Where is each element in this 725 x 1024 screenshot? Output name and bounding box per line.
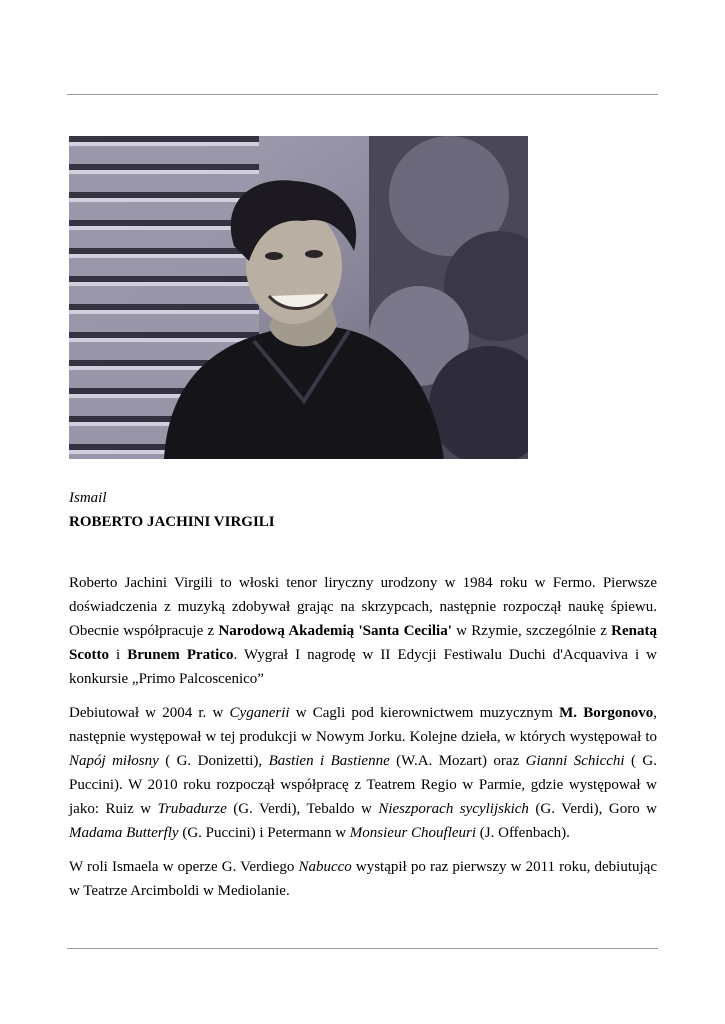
footer-rule	[67, 948, 658, 949]
bold-text: M. Borgonovo	[559, 705, 654, 721]
text: i	[109, 647, 128, 663]
italic-title: Nieszporach sycylijskich	[378, 801, 529, 817]
italic-title: Nabucco	[298, 859, 352, 875]
bio-paragraph-1	[69, 571, 657, 691]
text: Roberto Jachini Virgili to włoski tenor liryczny urodzony w 1984 roku w Fermo. Pierwsze doświadczenia z muzyką zdobywał grając na skrzypcach, następnie rozpoczął naukę śpiewu. Obecnie współpracuje z	[69, 575, 657, 639]
text: ( G. Puccini). W 2010 roku rozpoczął współpracę z Teatrem Regio w Parmie, gdzie występował w jako: Ruiz w	[69, 753, 657, 817]
text: (J. Offenbach).	[476, 825, 570, 841]
bio-paragraph-3	[69, 855, 657, 903]
text: wystąpił po raz pierwszy w 2011 roku, debiutując w Teatrze Arcimboldi w Mediolanie.	[69, 859, 657, 899]
bold-text: Brunem Pratico	[127, 647, 234, 663]
text: W roli Ismaela w operze G. Verdiego	[69, 859, 299, 875]
header-rule	[67, 94, 658, 95]
portrait-photo	[69, 136, 528, 459]
italic-title: Napój miłosny	[69, 753, 159, 769]
italic-title: Trubadurze	[157, 801, 227, 817]
text: . Wygrał I nagrodę w II Edycji Festiwalu Duchi d'Acquaviva i w konkursie „Primo Palcoscenico”	[69, 647, 658, 687]
bio-paragraph-2	[69, 701, 657, 845]
bold-text: Renatą Scotto	[69, 623, 657, 663]
italic-title: Gianni Schicchi	[525, 753, 625, 769]
text: w Rzymie, szczególnie z	[451, 623, 612, 639]
text: (G. Puccini) i Petermann w	[178, 825, 350, 841]
text: ( G. Donizetti),	[158, 753, 269, 769]
bold-text: Narodową Akademią 'Santa Cecilia'	[218, 623, 452, 639]
text: Debiutował w 2004 r. w	[69, 705, 230, 721]
italic-title: Madama Butterfly	[69, 825, 179, 841]
role-label: Ismail	[69, 490, 107, 506]
text: (G. Verdi), Tebaldo w	[226, 801, 379, 817]
italic-title: Monsieur Choufleuri	[349, 825, 477, 841]
artist-name: ROBERTO JACHINI VIRGILI	[69, 514, 275, 530]
text: w Cagli pod kierownictwem muzycznym	[289, 705, 560, 721]
text: (G. Verdi), Goro w	[528, 801, 658, 817]
text: (W.A. Mozart) oraz	[389, 753, 526, 769]
biography	[69, 571, 657, 913]
italic-title: Bastien i Bastienne	[268, 753, 390, 769]
text: , następnie występował w tej produkcji w Nowym Jorku. Kolejne dzieła, w których występował to	[69, 705, 657, 745]
italic-title: Cyganerii	[229, 705, 290, 721]
